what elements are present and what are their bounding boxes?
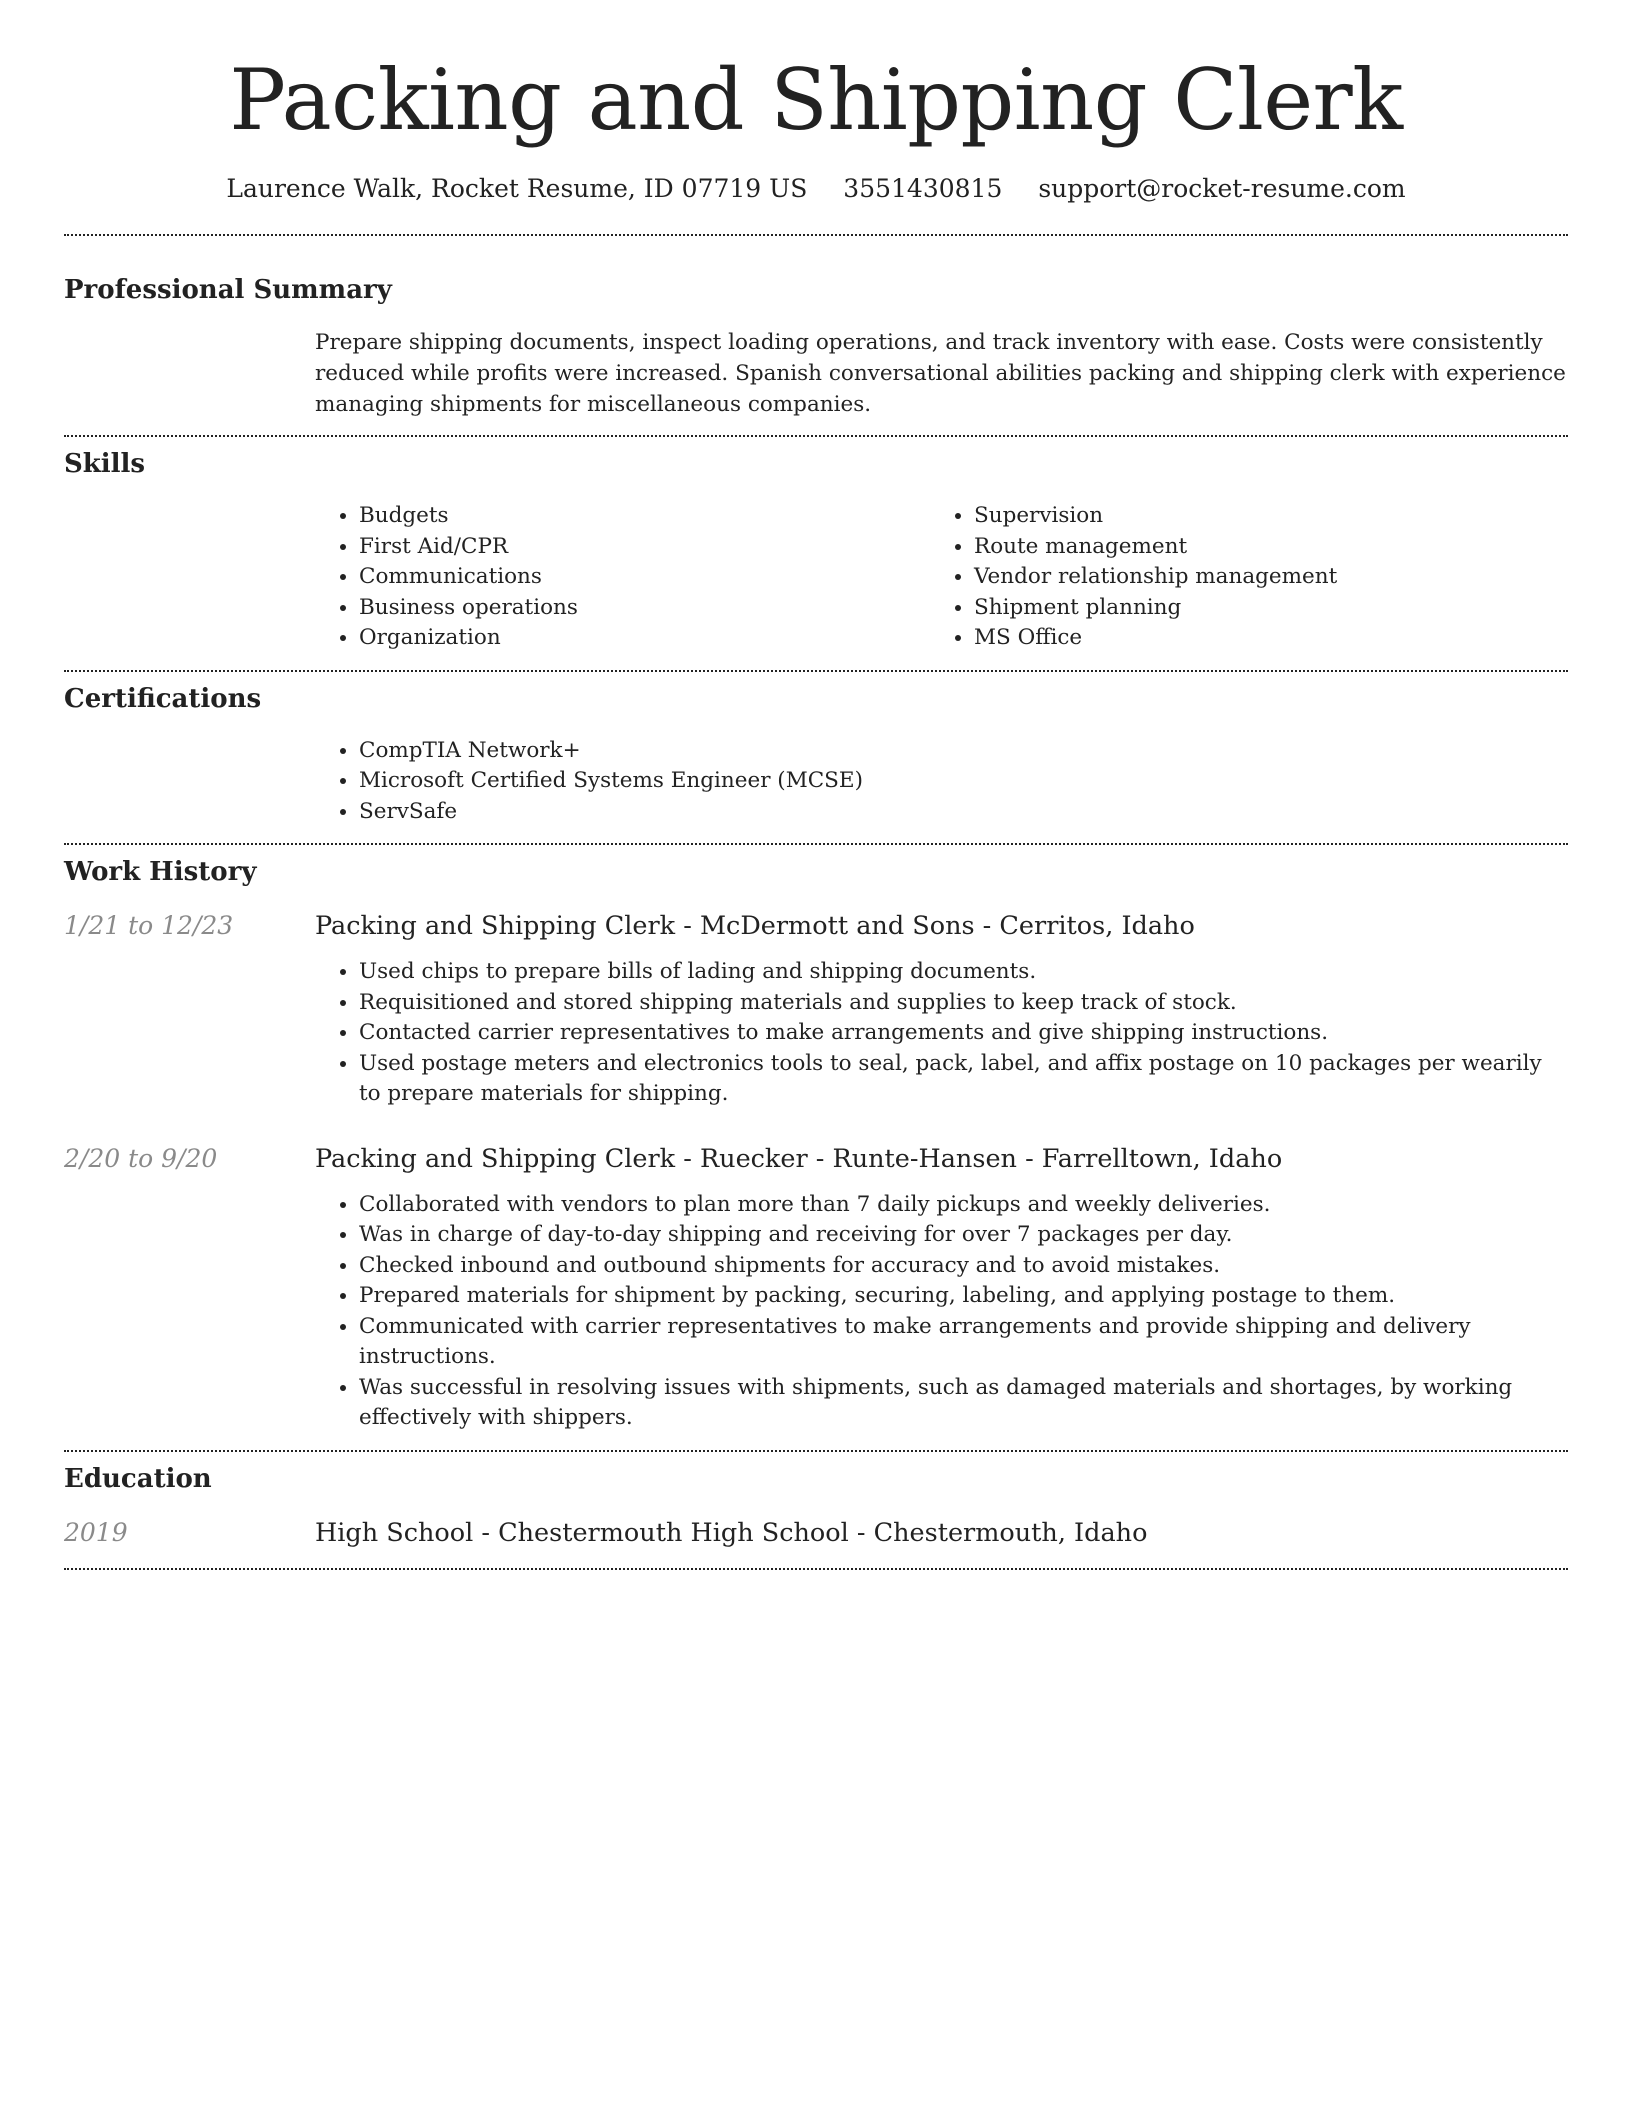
skill-item: • First Aid/CPR bbox=[359, 532, 930, 563]
education-date: 2019 bbox=[64, 1517, 128, 1547]
contact-line bbox=[64, 172, 1568, 206]
job-dates: 1/21 to 12/23 bbox=[64, 911, 234, 940]
job-bullet: • Checked inbound and outbound shipments for accuracy and to avoid mistakes. bbox=[359, 1251, 1568, 1282]
section-divider bbox=[64, 1568, 1568, 1570]
job-bullet: • Contacted carrier representatives to make arrangements and give shipping instructions. bbox=[359, 1018, 1568, 1049]
education-heading: Education bbox=[64, 1463, 212, 1494]
work-history-heading: Work History bbox=[64, 857, 257, 887]
job-bullet: • Communicated with carrier representatives to make arrangements and provide shipping and delivery instructions. bbox=[359, 1312, 1568, 1373]
skill-item: • Vendor relationship management bbox=[974, 562, 1545, 593]
education-heading-line: High School - Chestermouth High School - Chestermouth, Idaho bbox=[315, 1517, 1148, 1548]
certifications-section bbox=[64, 672, 1568, 828]
job-bullet: • Prepared materials for shipment by packing, securing, labeling, and applying postage to them. bbox=[359, 1281, 1568, 1312]
resume-page bbox=[64, 0, 1568, 1570]
skill-item: • Shipment planning bbox=[974, 593, 1545, 624]
job-heading: Packing and Shipping Clerk - McDermott and Sons - Cerritos, Idaho bbox=[315, 911, 1195, 941]
certification-item: • Microsoft Certified Systems Engineer (MCSE) bbox=[359, 766, 1568, 797]
certification-item: • CompTIA Network+ bbox=[359, 736, 1568, 767]
contact-email: support@rocket-resume.com bbox=[1038, 174, 1406, 203]
skills-list-right bbox=[930, 501, 1545, 654]
skill-item: • MS Office bbox=[974, 623, 1545, 654]
skill-item: • Supervision bbox=[974, 501, 1545, 532]
education-entry bbox=[64, 1516, 1568, 1550]
skills-list-left bbox=[315, 501, 930, 654]
resume-title: Packing and Shipping Clerk bbox=[229, 51, 1403, 149]
contact-address: Laurence Walk, Rocket Resume, ID 07719 US bbox=[226, 174, 808, 203]
job-bullet: • Used chips to prepare bills of lading and shipping documents. bbox=[359, 957, 1568, 988]
certifications-heading: Certifications bbox=[64, 683, 262, 714]
summary-text: Prepare shipping documents, inspect loading operations, and track inventory with ease. Costs were consistently reduced while profits were increased. Spanish conversational abilities packing and shipping clerk with experience managing shipments for miscellaneous companies. bbox=[315, 330, 1566, 417]
skills-heading: Skills bbox=[64, 449, 146, 479]
job-bullet: • Requisitioned and stored shipping materials and supplies to keep track of stock. bbox=[359, 988, 1568, 1019]
work-history-section bbox=[64, 845, 1568, 1434]
certifications-list bbox=[315, 736, 1568, 828]
contact-phone: 3551430815 bbox=[843, 174, 1003, 203]
job-entry bbox=[64, 1142, 1568, 1434]
job-entry bbox=[64, 909, 1568, 1110]
job-bullets bbox=[315, 1190, 1568, 1434]
job-dates: 2/20 to 9/20 bbox=[64, 1143, 218, 1173]
education-section bbox=[64, 1452, 1568, 1550]
job-bullet: • Used postage meters and electronics tools to seal, pack, label, and affix postage on 10 packages per wearily to prepare materials for shipping. bbox=[359, 1049, 1568, 1110]
job-bullets bbox=[315, 957, 1568, 1110]
job-bullet: • Collaborated with vendors to plan more than 7 daily pickups and weekly deliveries. bbox=[359, 1190, 1568, 1221]
skills-section bbox=[64, 437, 1568, 654]
job-bullet: • Was in charge of day-to-day shipping and receiving for over 7 packages per day. bbox=[359, 1220, 1568, 1251]
summary-section bbox=[64, 236, 1568, 420]
summary-heading: Professional Summary bbox=[64, 275, 392, 305]
skill-item: • Budgets bbox=[359, 501, 930, 532]
skill-item: • Organization bbox=[359, 623, 930, 654]
job-heading: Packing and Shipping Clerk - Ruecker - Runte-Hansen - Farrelltown, Idaho bbox=[315, 1143, 1283, 1174]
skill-item: • Business operations bbox=[359, 593, 930, 624]
job-bullet: • Was successful in resolving issues with shipments, such as damaged materials and shortages, by working effectively with shippers. bbox=[359, 1373, 1568, 1434]
skill-item: • Route management bbox=[974, 532, 1545, 563]
skill-item: • Communications bbox=[359, 562, 930, 593]
certification-item: • ServSafe bbox=[359, 797, 1568, 828]
